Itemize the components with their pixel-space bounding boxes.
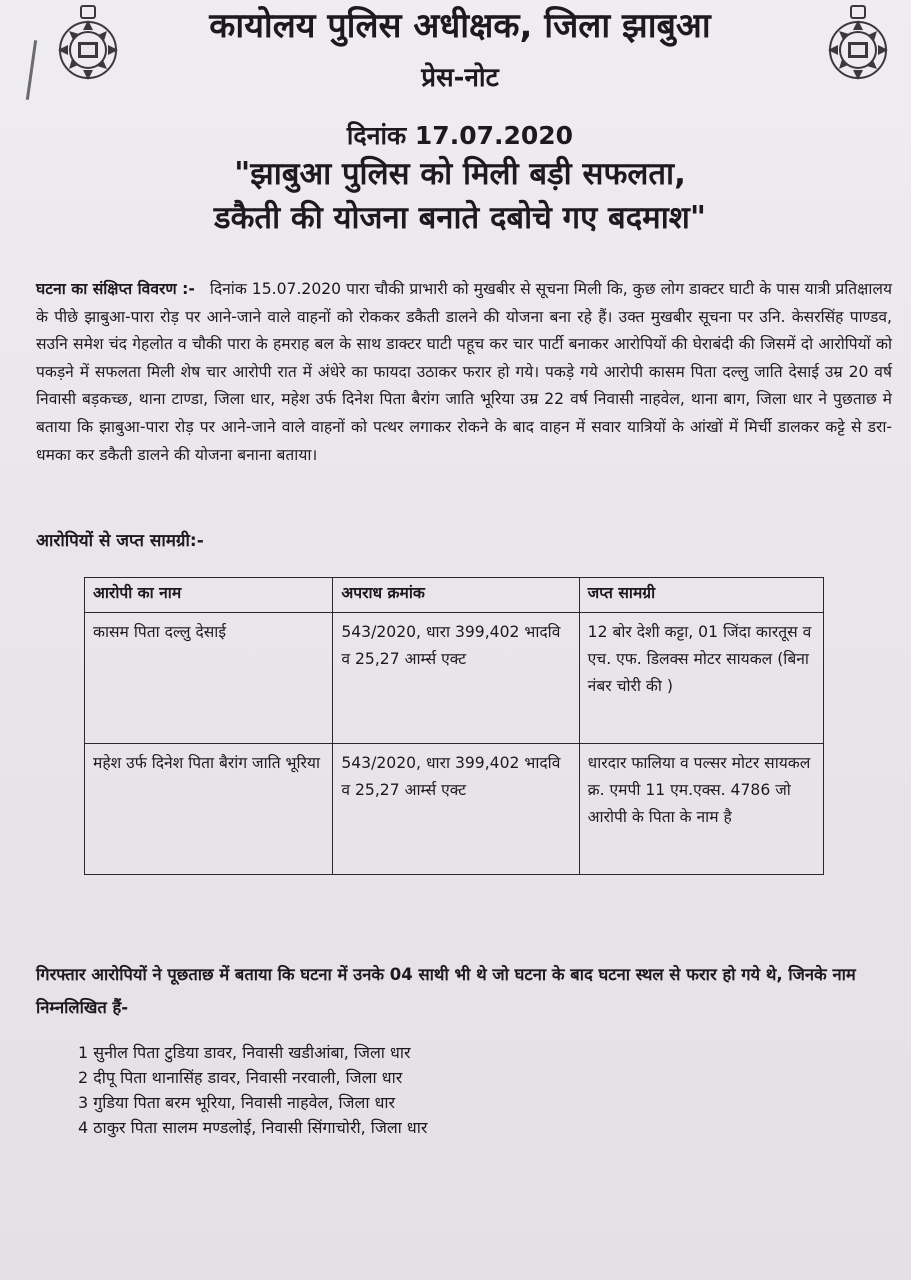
document-date: दिनांक 17.07.2020	[346, 121, 574, 150]
seized-items-cell: 12 बोर देशी कट्टा, 01 जिंदा कारतूस व एच. एफ. डिलक्स मोटर सायकल (बिना नंबर चोरी की )	[579, 613, 823, 744]
seized-items-cell: धारदार फालिया व पल्सर मोटर सायकल क्र. एमपी 11 एम.एक्स. 4786 जो आरोपी के पिता के नाम है	[579, 744, 823, 875]
table-header-row	[85, 578, 824, 613]
table-row	[85, 744, 824, 875]
seized-items-table	[84, 577, 824, 875]
headline	[120, 152, 800, 240]
column-header-accused-name: आरोपी का नाम	[85, 578, 333, 613]
crime-number-cell: 543/2020, धारा 399,402 भादवि व 25,27 आर्म्स एक्ट	[333, 744, 579, 875]
list-item: 4 ठाकुर पिता सालम मण्डलोई, निवासी सिंगाचोरी, जिला धार	[78, 1118, 428, 1137]
accused-name-cell: महेश उर्फ दिनेश पिता बैरांग जाति भूरिया	[85, 744, 333, 875]
summary-label: घटना का संक्षिप्त विवरण :-	[36, 280, 195, 298]
accused-name-cell: कासम पिता दल्लु देसाई	[85, 613, 333, 744]
headline-line-1: "झाबुआ पुलिस को मिली बड़ी सफलता,	[234, 156, 686, 192]
press-note-heading: प्रेस-नोट	[421, 63, 499, 93]
crime-number-cell: 543/2020, धारा 399,402 भादवि व 25,27 आर्म्स एक्ट	[333, 613, 579, 744]
list-item: 1 सुनील पिता टुडिया डावर, निवासी खडीआंबा, जिला धार	[78, 1043, 411, 1062]
list-item: 2 दीपू पिता थानासिंह डावर, निवासी नरवाली, जिला धार	[78, 1068, 403, 1087]
headline-line-2: डकैती की योजना बनाते दबोचे गए बदमाश"	[214, 200, 706, 236]
column-header-crime-number: अपराध क्रमांक	[333, 578, 579, 613]
absconders-intro: गिरफ्तार आरोपियों ने पूछताछ में बताया कि घटना में उनके 04 साथी भी थे जो घटना के बाद घटना स्थल से फरार हो गये थे, जिनके नाम निम्नलिखित हैं-	[36, 965, 856, 1017]
office-title: कायोलय पुलिस अधीक्षक, जिला झाबुआ	[209, 6, 711, 46]
police-emblem-left-icon	[48, 4, 128, 84]
police-emblem-right-icon	[818, 4, 898, 84]
seized-section-title: आरोपियों से जप्त सामग्री:-	[36, 531, 204, 551]
list-item: 3 गुडिया पिता बरम भूरिया, निवासी नाहवेल, जिला धार	[78, 1093, 396, 1112]
column-header-seized-items: जप्त सामग्री	[579, 578, 823, 613]
table-row	[85, 613, 824, 744]
pen-mark	[26, 40, 37, 100]
summary-text: दिनांक 15.07.2020 पारा चौकी प्राभारी को मुखबीर से सूचना मिली कि, कुछ लोग डाक्टर घाटी के पास यात्री प्रतिक्षालय के पीछे झाबुआ-पारा रोड़ पर आने-जाने वाले वाहनों को रोककर डकैती डालने की योजना बना रहे हैं। उक्त मुखबीर सूचना पर उनि. केसरसिंह पाण्डव, सउनि समेश चंद गेहलोत व चौकी पारा के हमराह बल के साथ डाक्टर घाटी पहूच कर चार पार्टी बनाकर आरोपियों की घेराबंदी की जिसमें दो आरोपियों को पकड़ने में सफलता मिली शेष चार आरोपी रात में अंधेरे का फायदा उठाकर फरार हो गये। पकड़े गये आरोपी कासम पिता दल्लु जाति देसाई उम्र 20 वर्ष निवासी बड़कच्छ, थाना टाण्डा, जिला धार, महेश उर्फ दिनेश पिता बैरांग जाति भूरिया उम्र 22 वर्ष निवासी नाहवेल, थाना बाग, जिला धार ने पुछताछ मे बताया कि झाबुआ-पारा रोड़ पर आने-जाने वाले वाहनों को पत्थर लगाकर रोकने के बाद वाहन में सवार यात्रियों के आंखों में मिर्ची डालकर कट्टे से डरा-धमका कर डकैती डालने की योजना बनाना बताया।	[36, 280, 892, 464]
incident-summary	[36, 276, 892, 469]
absconder-list	[78, 1040, 427, 1140]
